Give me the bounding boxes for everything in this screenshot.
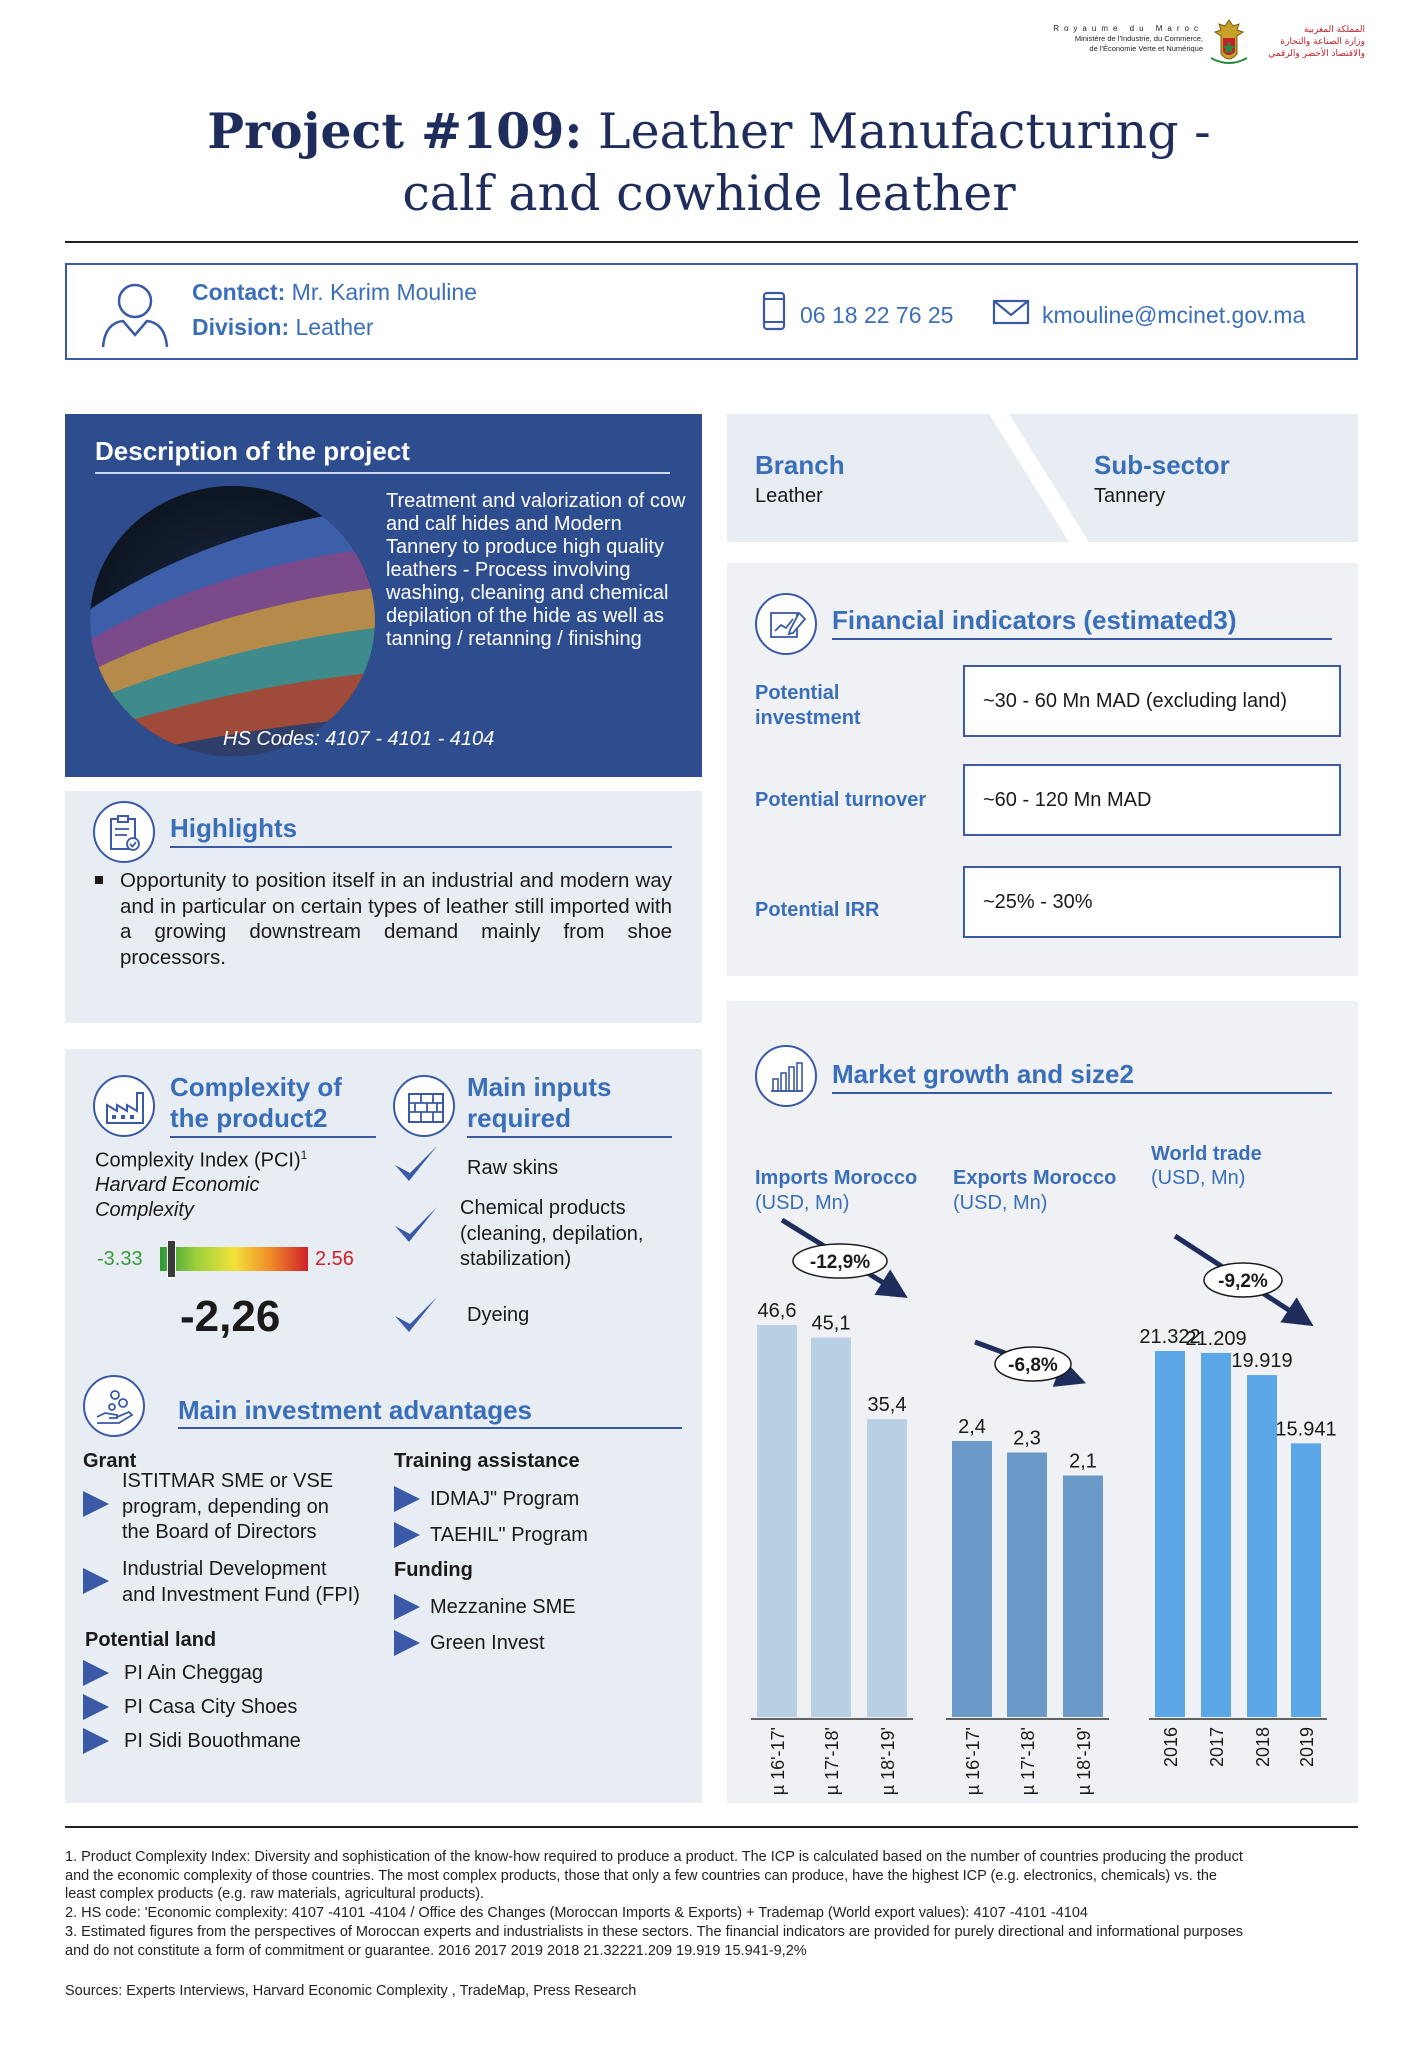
complexity-source: Harvard Economic Complexity [95, 1174, 260, 1221]
market-bar-label: 2,4 [958, 1416, 986, 1438]
contact-phone[interactable]: 06 18 22 76 25 [800, 302, 954, 328]
contact-box [65, 263, 1358, 360]
land-label: Potential land [85, 1629, 217, 1651]
arrow-bullet-icon [83, 1660, 109, 1686]
input-item-2: Chemical products (cleaning, depilation, stabilization) [460, 1197, 644, 1270]
branch-label: Branch [755, 450, 845, 480]
input-item-3: Dyeing [467, 1304, 530, 1326]
market-bar-label: 46,6 [757, 1300, 797, 1322]
bar-chart-icon [769, 1061, 805, 1093]
market-bar [1201, 1353, 1231, 1717]
subsector-label: Sub-sector [1094, 450, 1230, 480]
financial-title: Financial indicators (estimated3) [832, 605, 1237, 635]
complexity-rule [170, 1136, 376, 1138]
market-group-unit: (USD, Mn) [953, 1192, 1048, 1214]
complexity-value: -2,26 [180, 1292, 281, 1341]
market-group-title: Imports Morocco [755, 1167, 918, 1189]
market-bar [867, 1419, 907, 1717]
funding-item-2: Green Invest [430, 1632, 545, 1654]
description-title: Description of the project [95, 436, 410, 466]
market-category-label: 2016 [1161, 1727, 1181, 1768]
land-item-2: PI Casa City Shoes [124, 1696, 298, 1718]
market-bar [1291, 1443, 1321, 1717]
market-bar [1063, 1476, 1103, 1718]
highlights-icon-frame [93, 801, 155, 863]
footer-divider [65, 1826, 1358, 1828]
market-bar-label: 21.322 [1139, 1326, 1201, 1348]
market-chart [727, 1100, 1358, 1803]
growth-rate: -12,9% [809, 1252, 871, 1273]
arrow-bullet-icon [83, 1491, 109, 1517]
complexity-icon-frame [93, 1075, 155, 1137]
market-bar [1247, 1375, 1277, 1717]
description-text: Treatment and valorization of cow and calf hides and Modern Tannery to produce high quality leathers - Process involving washing, cleaning and chemical depilation of the hide as well as tanning / retanning / finishing [386, 490, 686, 650]
market-category-label: µ 18'-19' [1074, 1727, 1094, 1796]
financial-rule [832, 638, 1332, 640]
market-bar [811, 1338, 851, 1717]
market-category-label: µ 17'-18' [822, 1727, 842, 1796]
checkmark-icon [392, 1294, 440, 1336]
hand-coins-icon [95, 1387, 135, 1427]
funding-label: Funding [394, 1559, 473, 1581]
leather-rolls-image [90, 486, 375, 756]
ministry-ar-line-1: المملكة المغربية [1303, 25, 1365, 35]
input-item-1: Raw skins [467, 1157, 559, 1179]
checkmark-icon [392, 1143, 440, 1185]
title-line-1: Leather Manufacturing - [582, 103, 1211, 160]
market-group-title: World trade [1151, 1143, 1262, 1165]
growth-rate: -6,8% [1008, 1355, 1058, 1376]
training-label: Training assistance [394, 1450, 580, 1472]
investment-label: Potential investment [755, 682, 861, 729]
market-bar-label: 19.919 [1231, 1350, 1293, 1373]
arrow-bullet-icon [83, 1568, 109, 1594]
growth-rate: -9,2% [1218, 1271, 1268, 1292]
advantages-icon-frame [83, 1375, 145, 1437]
arrow-bullet-icon [83, 1728, 109, 1754]
description-rule [95, 472, 670, 474]
market-bar-label: 15.941 [1275, 1418, 1337, 1441]
land-item-1: PI Ain Cheggag [124, 1662, 263, 1684]
market-group-unit: (USD, Mn) [1151, 1167, 1246, 1189]
inputs-title: Main inputs required [467, 1072, 612, 1133]
market-bar-label: 35,4 [867, 1394, 907, 1417]
bricks-icon [407, 1090, 445, 1124]
complexity-marker [167, 1240, 176, 1278]
highlights-text: Opportunity to position itself in an industrial and modern way and in particular on certain types of leather still imported with a growing downstream demand mainly from shoe processors. [120, 869, 672, 969]
footnote-2: 2. HS code: 'Economic complexity: 4107 -4101 -4104 / Office des Changes (Moroccan Imports & Exports) + Trademap (World export values): 4107 -4101 -4104 [65, 1905, 1088, 1921]
land-item-3: PI Sidi Bouothmane [124, 1730, 301, 1752]
irr-value: ~25% - 30% [963, 866, 1341, 938]
market-bar-label: 2,1 [1069, 1450, 1097, 1473]
document-chart-icon [769, 609, 807, 641]
highlights-title: Highlights [170, 813, 298, 843]
ministry-line-2: de l'Économie Verte et Numérique [1089, 44, 1203, 53]
complexity-scale-bar [160, 1247, 308, 1271]
financial-icon-frame [755, 593, 817, 655]
ministry-name-fr [1005, 24, 1203, 54]
branch-panel [727, 414, 1358, 542]
market-category-label: 2018 [1253, 1727, 1273, 1768]
market-category-label: 2019 [1297, 1727, 1317, 1768]
clipboard-icon [109, 814, 141, 852]
description-panel [65, 414, 702, 777]
market-rule [832, 1092, 1332, 1094]
ministry-line-1: Ministère de l'Industrie, du Commerce, [1074, 34, 1203, 43]
market-category-label: 2017 [1207, 1727, 1227, 1768]
title-divider [65, 241, 1358, 243]
email-icon [992, 299, 1030, 325]
training-item-2: TAEHIL" Program [430, 1524, 588, 1546]
market-bar [757, 1325, 797, 1717]
ministry-ar-line-3: والاقتصاد الأخضر والرقمي [1268, 49, 1365, 59]
phone-icon [762, 291, 786, 331]
market-bar [1155, 1351, 1185, 1717]
grant-label: Grant [83, 1450, 137, 1472]
sources: Sources: Experts Interviews, Harvard Economic Complexity , TradeMap, Press Research [65, 1983, 637, 1999]
grant-item-2: Industrial Development and Investment Fund (FPI) [122, 1558, 360, 1606]
market-group-title: Exports Morocco [953, 1167, 1117, 1189]
market-bar [952, 1441, 992, 1717]
kingdom-label: Royaume du Maroc [1053, 24, 1203, 33]
contact-name: Contact: Mr. Karim Mouline [192, 279, 477, 305]
arrow-bullet-icon [394, 1486, 420, 1512]
highlights-bullet [95, 876, 103, 884]
market-bar [1007, 1453, 1047, 1718]
market-category-label: µ 16'-17' [768, 1727, 788, 1796]
turnover-label: Potential turnover [755, 789, 927, 811]
irr-label: Potential IRR [755, 899, 880, 921]
title-line-2: calf and cowhide leather [402, 165, 1016, 222]
ministry-ar-line-2: وزارة الصناعة والتجارة [1280, 37, 1365, 47]
market-category-label: µ 17'-18' [1018, 1727, 1038, 1796]
footnote-3: 3. Estimated figures from the perspectives of Moroccan experts and industrialists in these sectors. The financial indicators are provided for purely directional and informational purposes and do not constitute a form of commitment or guarantee. 2016 2017 2019 2018 21.32221.209 19.919 15.941-9,2% [65, 1924, 1244, 1959]
contact-division: Division: Leather [192, 314, 374, 340]
investment-value: ~30 - 60 Mn MAD (excluding land) [963, 665, 1341, 737]
contact-email[interactable]: kmouline@mcinet.gov.ma [1042, 302, 1306, 328]
market-icon-frame [755, 1045, 817, 1107]
inputs-icon-frame [393, 1075, 455, 1137]
title-project-number: Project #109: [207, 102, 583, 160]
factory-icon [105, 1089, 145, 1125]
checkmark-icon [392, 1204, 440, 1246]
hs-codes: HS Codes: 4107 - 4101 - 4104 [223, 728, 495, 750]
turnover-value: ~60 - 120 Mn MAD [963, 764, 1341, 836]
arrow-bullet-icon [394, 1522, 420, 1548]
market-category-label: µ 18'-19' [878, 1727, 898, 1796]
arrow-bullet-icon [394, 1594, 420, 1620]
market-bar-label: 45,1 [811, 1312, 851, 1335]
coat-of-arms-icon [1207, 18, 1251, 68]
person-icon [95, 279, 175, 349]
training-item-1: IDMAJ" Program [430, 1488, 580, 1510]
branch-value: Leather [755, 485, 823, 507]
advantages-title: Main investment advantages [178, 1395, 532, 1425]
market-group-unit: (USD, Mn) [755, 1192, 850, 1214]
subsector-value: Tannery [1094, 485, 1166, 507]
market-title: Market growth and size2 [832, 1059, 1134, 1089]
highlights-rule [170, 846, 672, 848]
complexity-index-label: Complexity Index (PCI)$^1$ [95, 1148, 308, 1172]
arrow-bullet-icon [394, 1630, 420, 1656]
inputs-rule [467, 1136, 672, 1138]
advantages-rule [178, 1427, 682, 1429]
complexity-title: Complexity of the product2 [170, 1072, 342, 1133]
ministry-name-ar [1255, 24, 1365, 60]
market-bar-label: 21.209 [1185, 1327, 1247, 1350]
footnote-1: 1. Product Complexity Index: Diversity and sophistication of the know-how required to produce a product. The ICP is calculated based on the number of countries producing the product and the economic complexity of those countries. The most complex products, those that only a few countries can produce, have the highest ICP (e.g. electronics, chemicals) vs. the least complex products (e.g. raw materials, agricultural products). [65, 1849, 1243, 1902]
grant-item-1: ISTITMAR SME or VSE program, depending on the Board of Directors [122, 1470, 334, 1543]
funding-item-1: Mezzanine SME [430, 1596, 576, 1618]
market-category-label: µ 16'-17' [963, 1727, 983, 1796]
complexity-max: 2.56 [315, 1248, 354, 1270]
complexity-min: -3.33 [97, 1248, 143, 1270]
arrow-bullet-icon [83, 1694, 109, 1720]
market-bar-label: 2,3 [1013, 1427, 1041, 1450]
page-title [60, 100, 1358, 225]
